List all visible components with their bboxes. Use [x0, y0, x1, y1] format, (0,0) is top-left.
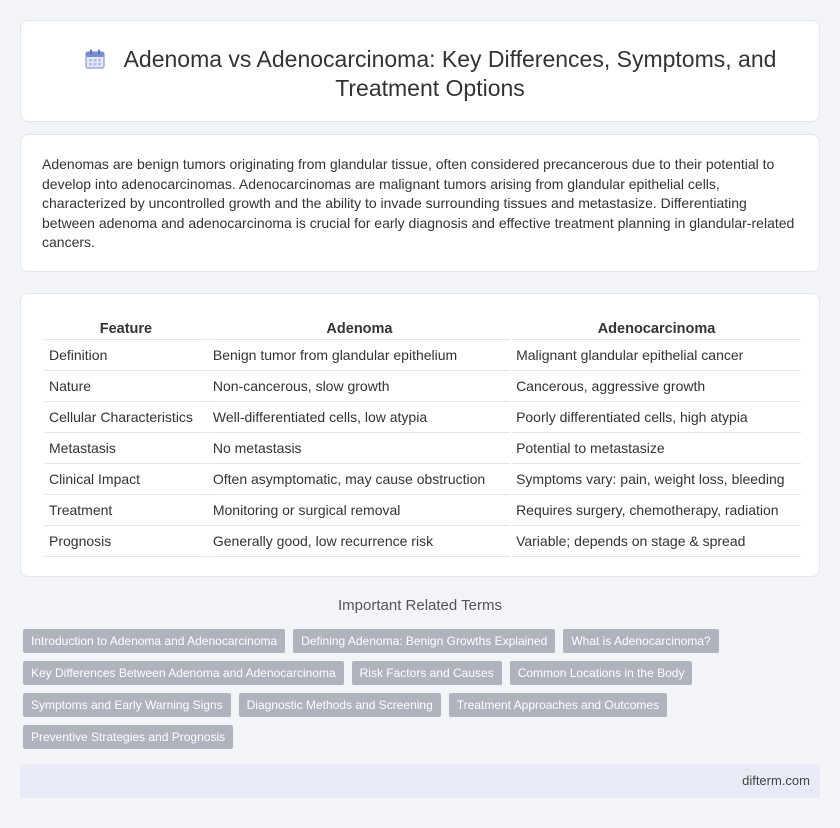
- page-title-text: Adenoma vs Adenocarcinoma: Key Differences, Symptoms, and Treatment Options: [123, 46, 777, 101]
- row-adenoma: No metastasis: [209, 433, 510, 464]
- header-adenocarcinoma: Adenocarcinoma: [512, 318, 801, 340]
- comparison-table: [43, 318, 803, 557]
- row-adenocarcinoma: Variable; depends on stage & spread: [512, 526, 801, 557]
- intro-paragraph: Adenomas are benign tumors originating from glandular tissue, often considered precancerous due to their potential to develop into adenocarcinomas. Adenocarcinomas are malignant tumors arising from glandular epithelial cells, characterized by uncontrolled growth and the ability to invade surrounding tissues and metastasize. Differentiating between adenoma and adenocarcinoma is crucial for early diagnosis and effective treatment planning in glandular-related cancers.: [42, 156, 795, 250]
- related-term-link[interactable]: Defining Adenoma: Benign Growths Explained: [293, 629, 555, 653]
- related-term-link[interactable]: Risk Factors and Causes: [352, 661, 502, 685]
- footer: [20, 764, 820, 798]
- page-title: [61, 45, 799, 103]
- related-term-link[interactable]: Symptoms and Early Warning Signs: [23, 693, 231, 717]
- row-adenocarcinoma: Potential to metastasize: [512, 433, 801, 464]
- related-term-link[interactable]: What is Adenocarcinoma?: [563, 629, 718, 653]
- comparison-card: [20, 293, 820, 577]
- related-terms-list: [23, 629, 813, 749]
- row-adenoma: Generally good, low recurrence risk: [209, 526, 510, 557]
- table-row: [45, 526, 801, 557]
- related-terms-heading: Important Related Terms: [338, 597, 502, 614]
- row-adenoma: Often asymptomatic, may cause obstruction: [209, 464, 510, 495]
- row-adenocarcinoma: Symptoms vary: pain, weight loss, bleeding: [512, 464, 801, 495]
- intro-card: [20, 134, 820, 272]
- related-term-link[interactable]: Common Locations in the Body: [510, 661, 693, 685]
- related-term-link[interactable]: Preventive Strategies and Prognosis: [23, 725, 233, 749]
- related-term-link[interactable]: Introduction to Adenoma and Adenocarcinoma: [23, 629, 285, 653]
- row-feature: Prognosis: [45, 526, 207, 557]
- header-feature: Feature: [45, 318, 207, 340]
- row-feature: Cellular Characteristics: [45, 402, 207, 433]
- row-adenoma: Well-differentiated cells, low atypia: [209, 402, 510, 433]
- row-adenocarcinoma: Cancerous, aggressive growth: [512, 371, 801, 402]
- row-adenocarcinoma: Malignant glandular epithelial cancer: [512, 340, 801, 371]
- table-header-row: [45, 318, 801, 340]
- row-adenoma: Benign tumor from glandular epithelium: [209, 340, 510, 371]
- title-card: [20, 20, 820, 122]
- row-adenoma: Monitoring or surgical removal: [209, 495, 510, 526]
- header-adenoma: Adenoma: [209, 318, 510, 340]
- row-adenocarcinoma: Poorly differentiated cells, high atypia: [512, 402, 801, 433]
- table-row: [45, 464, 801, 495]
- row-feature: Definition: [45, 340, 207, 371]
- row-feature: Nature: [45, 371, 207, 402]
- row-adenoma: Non-cancerous, slow growth: [209, 371, 510, 402]
- row-adenocarcinoma: Requires surgery, chemotherapy, radiation: [512, 495, 801, 526]
- table-row: [45, 495, 801, 526]
- table-row: [45, 402, 801, 433]
- site-link[interactable]: difterm.com: [742, 773, 810, 788]
- related-term-link[interactable]: Diagnostic Methods and Screening: [239, 693, 441, 717]
- row-feature: Metastasis: [45, 433, 207, 464]
- related-term-link[interactable]: Key Differences Between Adenoma and Adenocarcinoma: [23, 661, 344, 685]
- calendar-icon: [84, 48, 106, 70]
- table-row: [45, 433, 801, 464]
- row-feature: Clinical Impact: [45, 464, 207, 495]
- table-row: [45, 371, 801, 402]
- row-feature: Treatment: [45, 495, 207, 526]
- related-term-link[interactable]: Treatment Approaches and Outcomes: [449, 693, 667, 717]
- table-row: [45, 340, 801, 371]
